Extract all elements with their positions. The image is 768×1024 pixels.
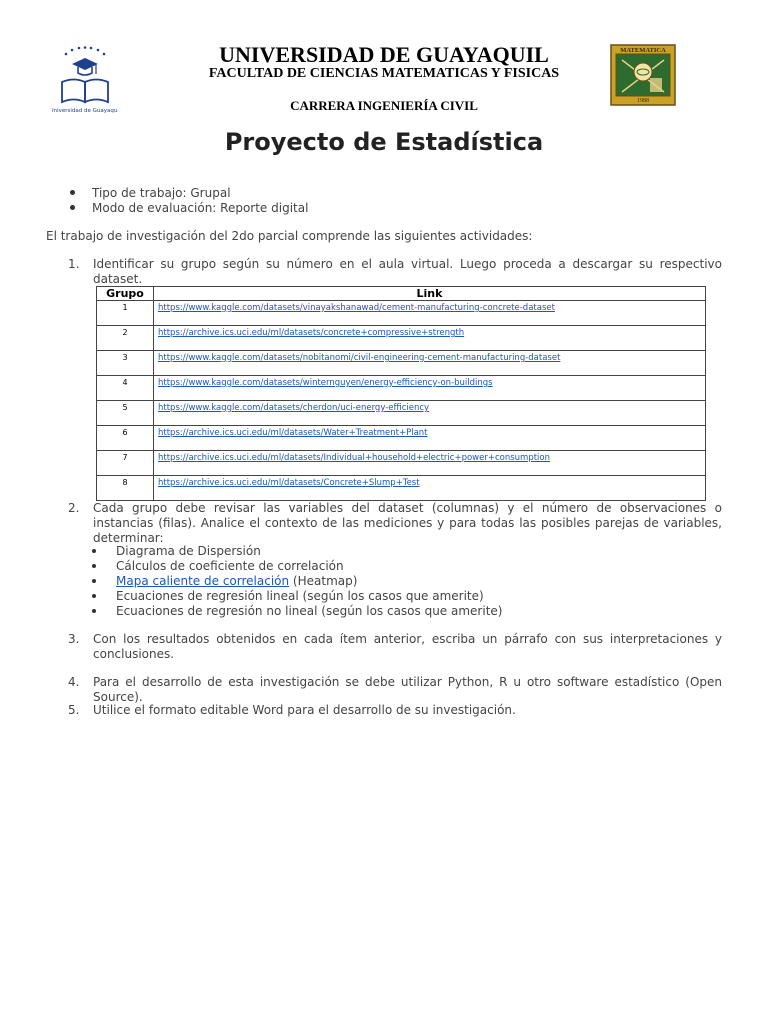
numbered-item-2 [68, 501, 722, 546]
seal-year: 1988 [637, 98, 649, 104]
evaluation-mode: Modo de evaluación: Reporte digital [92, 201, 309, 215]
dataset-link[interactable]: https://archive.ics.uci.edu/ml/datasets/Water+Treatment+Plant [158, 428, 428, 438]
bullet-icon [92, 549, 96, 553]
numbered-item-4 [68, 675, 722, 705]
item-text: Con los resultados obtenidos en cada ítem anterior, escriba un párrafo con sus interpretaciones y conclusiones. [93, 632, 722, 661]
sub-item-scatter: Diagrama de Dispersión [116, 544, 261, 558]
faculty-seal-icon [610, 44, 676, 106]
bullet-icon [92, 564, 96, 568]
heatmap-link[interactable]: Mapa caliente de correlación [116, 574, 290, 588]
group-number: 4 [97, 376, 154, 401]
bullet-icon [92, 609, 96, 613]
group-number: 5 [97, 401, 154, 426]
item-text: Utilice el formato editable Word para el desarrollo de su investigación. [93, 703, 516, 717]
group-number: 3 [97, 351, 154, 376]
group-number: 8 [97, 476, 154, 501]
item-number: 4. [68, 675, 80, 689]
table-row [97, 376, 706, 401]
group-number: 6 [97, 426, 154, 451]
column-header-link: Link [154, 287, 706, 301]
group-number: 2 [97, 326, 154, 351]
dataset-link[interactable]: https://www.kaggle.com/datasets/nobitanomi/civil-engineering-cement-manufacturing-dataset [158, 353, 561, 363]
item-number: 3. [68, 632, 80, 646]
left-logo-caption: Universidad de Guayaquil [52, 108, 118, 114]
bullet-icon [92, 579, 96, 583]
university-name: UNIVERSIDAD DE GUAYAQUIL [219, 42, 549, 67]
numbered-item-3 [68, 632, 722, 662]
sub-item-nonlinear-regression: Ecuaciones de regresión no lineal (según los casos que amerite) [116, 604, 503, 618]
heatmap-suffix: (Heatmap) [289, 574, 358, 588]
item-number: 5. [68, 703, 80, 717]
document-header [0, 0, 768, 120]
dataset-link[interactable]: https://www.kaggle.com/datasets/winternguyen/energy-efficiency-on-buildings [158, 378, 493, 388]
bullet-icon [92, 594, 96, 598]
item-number: 1. [68, 257, 80, 271]
table-row [97, 301, 706, 326]
item-text: Identificar su grupo según su número en el aula virtual. Luego proceda a descargar su respectivo dataset. [93, 257, 722, 286]
dataset-link[interactable]: https://www.kaggle.com/datasets/cherdon/uci-energy-efficiency [158, 403, 430, 413]
item-text: Para el desarrollo de esta investigación se debe utilizar Python, R u otro software estadístico (Open Source). [93, 675, 722, 704]
table-row [97, 351, 706, 376]
seal-top-text: MATEMATICA [620, 47, 666, 54]
group-number: 7 [97, 451, 154, 476]
table-row [97, 476, 706, 501]
table-header-row [97, 287, 706, 301]
datasets-table [96, 286, 706, 501]
group-number: 1 [97, 301, 154, 326]
numbered-item-1 [68, 257, 722, 287]
table-row [97, 426, 706, 451]
table-row [97, 451, 706, 476]
dataset-link[interactable]: https://www.kaggle.com/datasets/vinayakshanawad/cement-manufacturing-concrete-dataset [158, 303, 555, 313]
sub-item-linear-regression: Ecuaciones de regresión lineal (según los casos que amerite) [116, 589, 484, 603]
page-title: Proyecto de Estadística [224, 128, 544, 156]
bullet-icon [70, 205, 75, 210]
sub-item-correlation: Cálculos de coeficiente de correlación [116, 559, 344, 573]
table-row [97, 326, 706, 351]
sub-item-heatmap [116, 574, 357, 588]
table-row [97, 401, 706, 426]
faculty-name: FACULTAD DE CIENCIAS MATEMATICAS Y FISICAS [208, 66, 560, 81]
dataset-link[interactable]: https://archive.ics.uci.edu/ml/datasets/concrete+compressive+strength [158, 328, 465, 338]
item-text: Cada grupo debe revisar las variables del dataset (columnas) y el número de observaciones o instancias (filas). Analice el contexto de las mediciones y para todas las posibles parejas de variables, determinar: [93, 501, 722, 545]
item-number: 2. [68, 501, 80, 515]
bullet-icon [70, 190, 75, 195]
work-type: Tipo de trabajo: Grupal [92, 186, 231, 200]
intro-paragraph: El trabajo de investigación del 2do parcial comprende las siguientes actividades: [46, 229, 533, 243]
dataset-link[interactable]: https://archive.ics.uci.edu/ml/datasets/Individual+household+electric+power+consumption [158, 453, 550, 463]
career-name: CARRERA INGENIERÍA CIVIL [290, 98, 478, 113]
dataset-link[interactable]: https://archive.ics.uci.edu/ml/datasets/Concrete+Slump+Test [158, 478, 420, 488]
column-header-grupo: Grupo [97, 287, 154, 301]
numbered-item-5 [68, 703, 722, 718]
